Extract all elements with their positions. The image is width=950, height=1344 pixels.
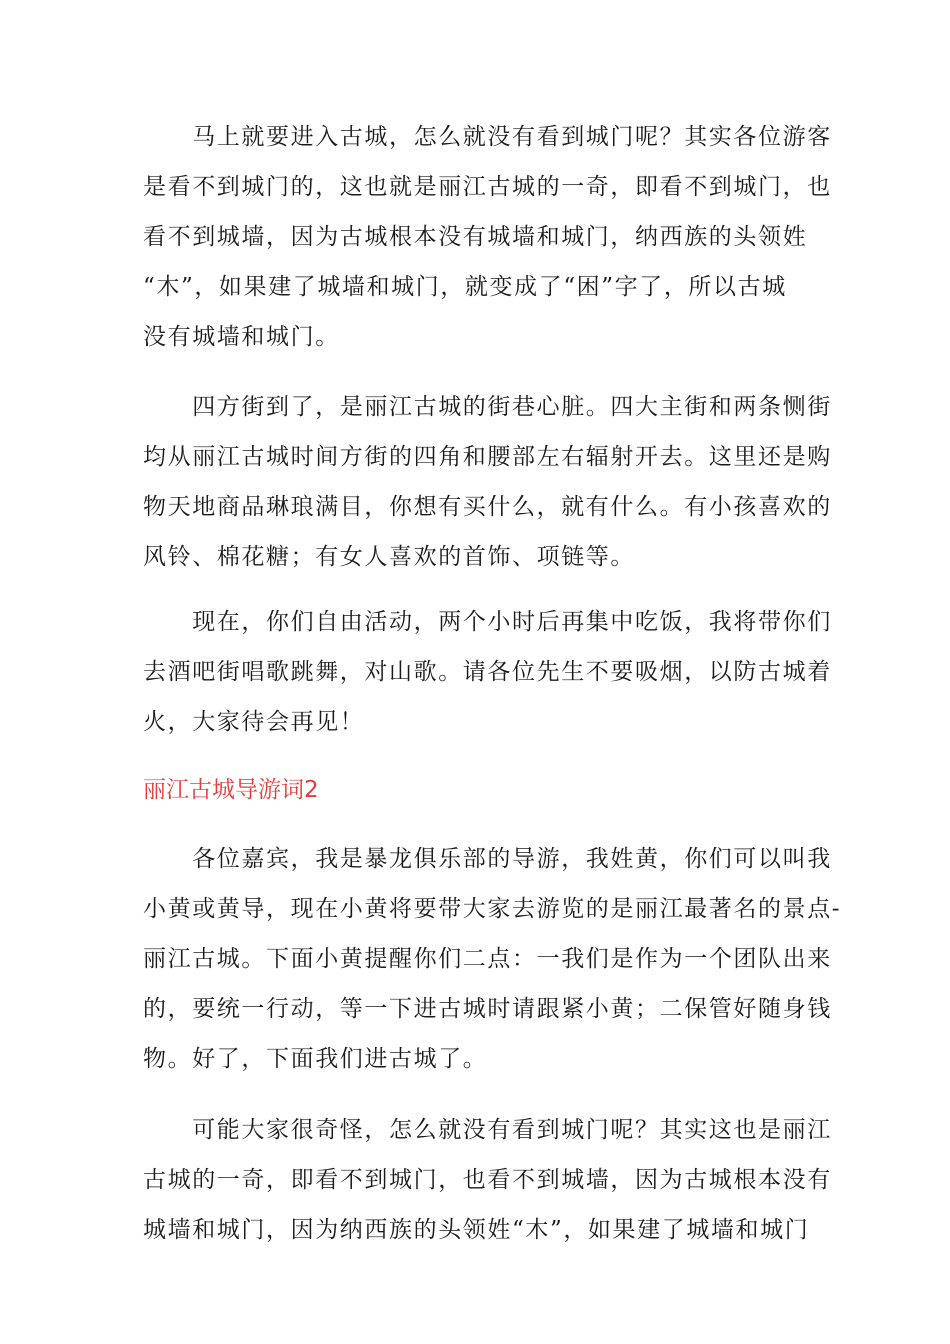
paragraph-guide-intro [143,834,842,1084]
text-line: 各位嘉宾，我是暴龙俱乐部的导游，我姓黄，你们可以叫我 [143,846,832,872]
paragraph-sifang-street [143,382,832,582]
text-line: 没有城墙和城门。 [143,324,340,350]
text-line: 物天地商品琳琅满目，你想有买什么，就有什么。有小孩喜欢的 [143,494,832,520]
text-line: 可能大家很奇怪，怎么就没有看到城门呢？其实这也是丽江 [143,1117,832,1143]
text-line: 均从丽江古城时间方街的四角和腰部左右辐射开去。这里还是购 [143,444,832,470]
text-line: “木”，如果建了城墙和城门，就变成了“困”字了，所以古城 [143,274,787,300]
paragraph-no-city-wall [143,1105,832,1255]
text-line: 是看不到城门的，这也就是丽江古城的一奇，即看不到城门，也 [143,174,832,200]
text-line: 古城的一奇，即看不到城门，也看不到城墙，因为古城根本没有 [143,1167,832,1193]
paragraph-free-activity [143,597,832,747]
paragraph-city-gate [143,112,832,362]
text-line: 马上就要进入古城，怎么就没有看到城门呢？其实各位游客 [143,124,832,150]
text-line: 四方街到了，是丽江古城的街巷心脏。四大主街和两条恻街 [143,394,832,420]
text-line: 风铃、棉花糖；有女人喜欢的首饰、项链等。 [143,544,635,570]
text-line: 丽江古城。下面小黄提醒你们二点：一我们是作为一个团队出来 [143,946,832,972]
text-line: 城墙和城门，因为纳西族的头领姓“木”，如果建了城墙和城门 [143,1217,810,1243]
section-heading: 丽江古城导游词2 [143,777,319,803]
text-line: 现在，你们自由活动，两个小时后再集中吃饭，我将带你们 [143,609,832,635]
text-line: 去酒吧街唱歌跳舞，对山歌。请各位先生不要吸烟，以防古城着 [143,659,832,685]
text-line: 小黄或黄导，现在小黄将要带大家去游览的是丽江最著名的景点- [143,896,842,922]
text-line: 物。好了，下面我们进古城了。 [143,1046,488,1072]
text-line: 的，要统一行动，等一下进古城时请跟紧小黄；二保管好随身钱 [143,996,832,1022]
text-line: 看不到城墙，因为古城根本没有城墙和城门，纳西族的头领姓 [143,224,808,250]
text-line: 火，大家待会再见！ [143,709,365,735]
